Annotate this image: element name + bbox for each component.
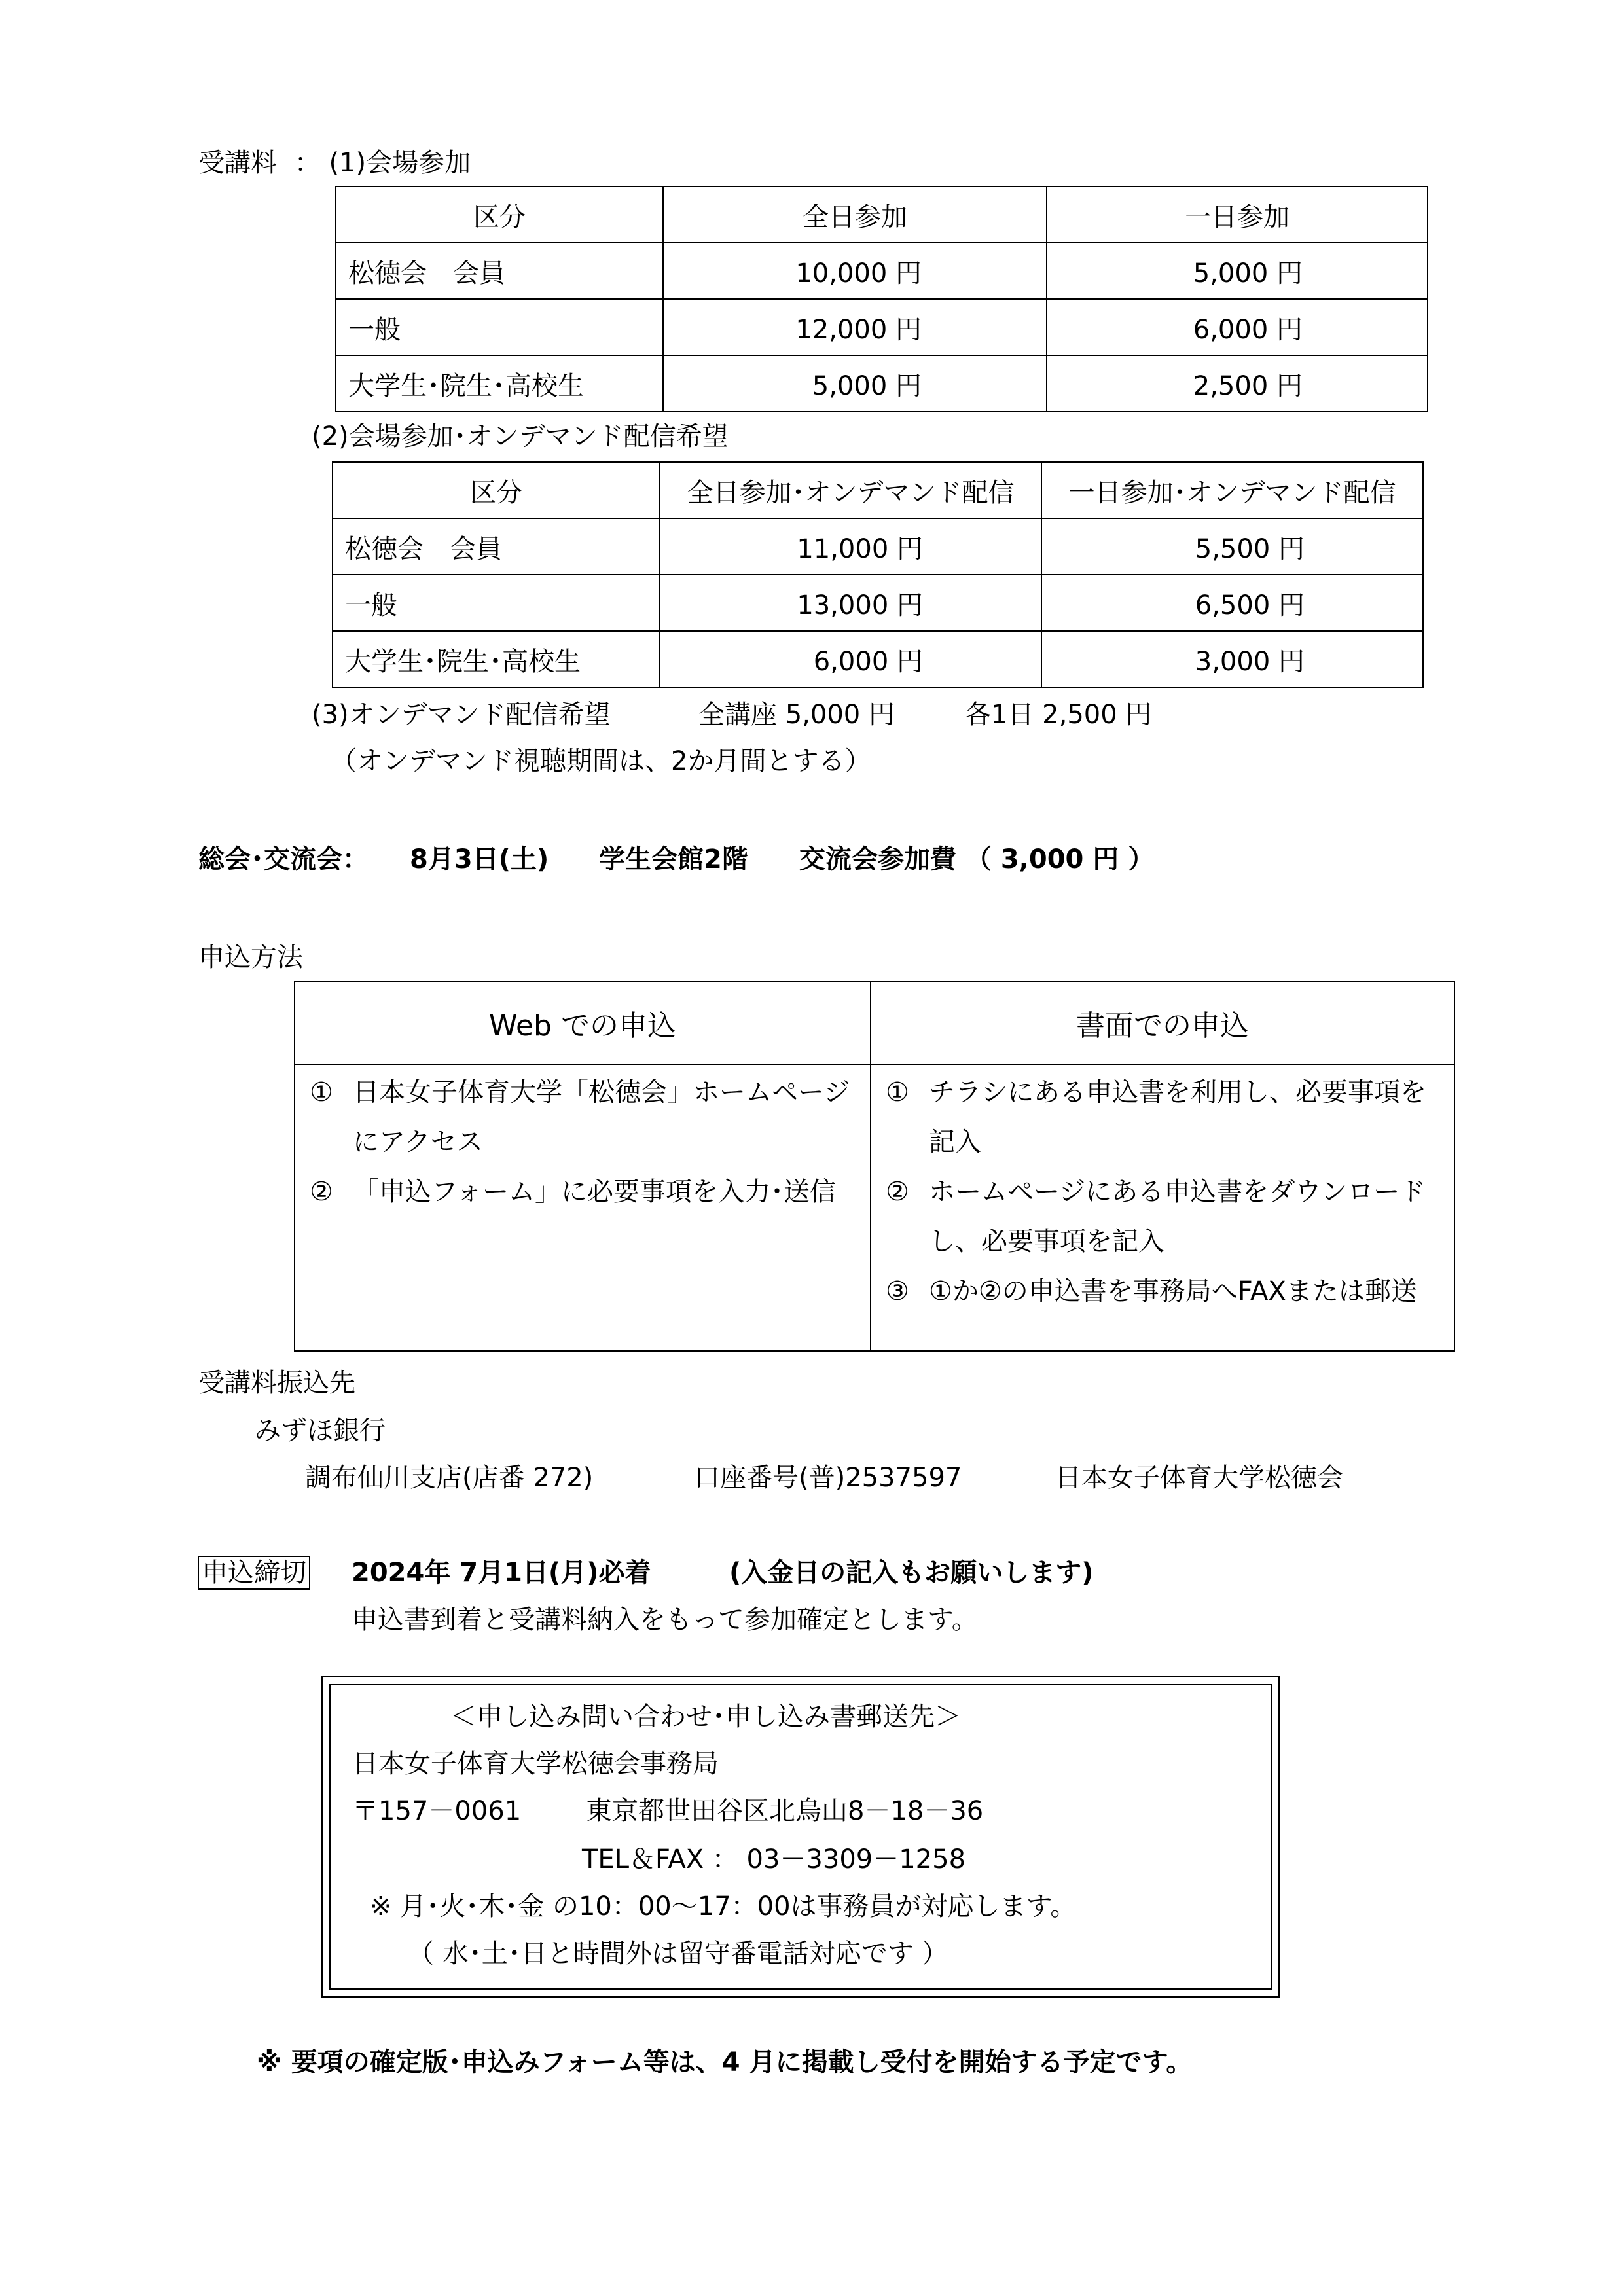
- deadline-date: 2024年 7月1日(月)必着: [352, 1558, 651, 1588]
- row-category: 松徳会 会員: [333, 518, 660, 575]
- contact-off-hours-note: （ 水･土･日と時間外は留守番電話対応です ）: [408, 1939, 948, 1969]
- row-one-day-fee: 6,500 円: [1041, 575, 1423, 631]
- deadline-label: 申込締切: [198, 1556, 310, 1590]
- table-row: [336, 243, 1428, 299]
- application-method-label: 申込方法: [198, 942, 303, 973]
- row-category: 松徳会 会員: [336, 243, 663, 299]
- header-full-day-ondemand: 全日参加･オンデマンド配信: [660, 462, 1041, 518]
- web-application-header: Web での申込: [295, 982, 871, 1064]
- fee-table-venue: [335, 186, 1428, 412]
- item-number: ③: [886, 1276, 909, 1306]
- ondemand-all-courses-fee: 全講座 5,000 円: [698, 700, 895, 730]
- list-item: [310, 1167, 859, 1217]
- deadline-note: (入金日の記入もお願いします): [729, 1558, 1094, 1588]
- ondemand-viewing-period-note: （オンデマンド視聴期間は、2か月間とする）: [331, 746, 871, 776]
- row-category: 一般: [336, 299, 663, 355]
- contact-postal-code: 〒157－0061: [352, 1796, 522, 1826]
- row-full-day-fee: 12,000 円: [663, 299, 1047, 355]
- header-one-day-ondemand: 一日参加･オンデマンド配信: [1041, 462, 1423, 518]
- contact-office-hours: ※ 月･火･木･金 の10：00～17：00は事務員が対応します。: [370, 1892, 1077, 1922]
- item-text: 「申込フォーム」に必要事項を入力･送信: [353, 1177, 836, 1207]
- general-meeting-place: 学生会館2階: [599, 844, 748, 874]
- list-item: [310, 1067, 859, 1167]
- row-one-day-fee: 6,000 円: [1047, 299, 1428, 355]
- general-meeting-date: 8月3日(土): [410, 844, 549, 874]
- item-number: ①: [310, 1077, 333, 1107]
- table-row: [333, 631, 1423, 687]
- participation-confirmation-note: 申込書到着と受講料納入をもって参加確定とします。: [352, 1605, 978, 1635]
- list-item: [886, 1167, 1442, 1266]
- row-one-day-fee: 5,000 円: [1047, 243, 1428, 299]
- header-one-day: 一日参加: [1047, 187, 1428, 243]
- item-text: 日本女子体育大学「松徳会」ホームページにアクセス: [353, 1077, 850, 1157]
- list-item: [886, 1067, 1442, 1167]
- fee-section2-title: (2)会場参加･オンデマンド配信希望: [312, 422, 729, 452]
- web-application-cell: [295, 1064, 871, 1351]
- header-category: 区分: [333, 462, 660, 518]
- row-category: 一般: [333, 575, 660, 631]
- footer-note: ※ 要項の確定版･申込みフォーム等は、4 月に掲載し受付を開始する予定です。: [257, 2047, 1193, 2077]
- paper-application-cell: [871, 1064, 1454, 1351]
- contact-box-inner: [329, 1684, 1272, 1990]
- bank-name: みずほ銀行: [255, 1416, 386, 1446]
- general-meeting-label: 総会･交流会：: [198, 844, 369, 874]
- fee-section1-title: (1)会場参加: [329, 148, 471, 178]
- fee-separator: ：: [294, 148, 321, 178]
- item-text: ①か②の申込書を事務局へFAXまたは郵送: [929, 1276, 1417, 1306]
- ondemand-each-day-fee: 各1日 2,500 円: [965, 700, 1152, 730]
- application-method-table: [294, 981, 1455, 1352]
- contact-organization: 日本女子体育大学松徳会事務局: [352, 1749, 719, 1779]
- row-one-day-fee: 3,000 円: [1041, 631, 1423, 687]
- row-category: 大学生･院生･高校生: [336, 355, 663, 412]
- method-body-row: [295, 1064, 1454, 1351]
- item-number: ①: [886, 1077, 909, 1107]
- row-full-day-fee: 11,000 円: [660, 518, 1041, 575]
- fee-table-venue-ondemand: [332, 461, 1424, 688]
- table-header-row: [333, 462, 1423, 518]
- contact-address: 東京都世田谷区北烏山8－18－36: [586, 1796, 984, 1826]
- list-item: [886, 1266, 1442, 1316]
- row-category: 大学生･院生･高校生: [333, 631, 660, 687]
- row-full-day-fee: 5,000 円: [663, 355, 1047, 412]
- paper-application-header: 書面での申込: [871, 982, 1454, 1064]
- fee-section3-title: (3)オンデマンド配信希望: [312, 700, 611, 730]
- fee-label: 受講料: [198, 148, 277, 178]
- header-full-day: 全日参加: [663, 187, 1047, 243]
- fee-heading: [198, 150, 471, 176]
- contact-title: ＜申し込み問い合わせ･申し込み書郵送先＞: [450, 1702, 961, 1732]
- table-row: [336, 299, 1428, 355]
- bank-account-holder: 日本女子体育大学松徳会: [1055, 1463, 1343, 1493]
- bank-branch: 調布仙川支店(店番 272): [305, 1463, 594, 1493]
- table-header-row: [336, 187, 1428, 243]
- row-one-day-fee: 5,500 円: [1041, 518, 1423, 575]
- bank-transfer-label: 受講料振込先: [198, 1368, 355, 1398]
- social-fee: 交流会参加費 （ 3,000 円 ）: [799, 844, 1155, 874]
- item-text: ホームページにある申込書をダウンロードし、必要事項を記入: [929, 1177, 1426, 1257]
- row-full-day-fee: 6,000 円: [660, 631, 1041, 687]
- table-row: [336, 355, 1428, 412]
- contact-tel-fax: TEL＆FAX ： 03－3309－1258: [582, 1844, 966, 1874]
- item-number: ②: [310, 1177, 333, 1207]
- header-category: 区分: [336, 187, 663, 243]
- table-row: [333, 518, 1423, 575]
- row-full-day-fee: 13,000 円: [660, 575, 1041, 631]
- row-full-day-fee: 10,000 円: [663, 243, 1047, 299]
- bank-account-number: 口座番号(普)2537597: [694, 1463, 962, 1493]
- contact-box: [321, 1676, 1280, 1998]
- row-one-day-fee: 2,500 円: [1047, 355, 1428, 412]
- item-number: ②: [886, 1177, 909, 1207]
- item-text: チラシにある申込書を利用し、必要事項を記入: [929, 1077, 1426, 1157]
- method-header-row: [295, 982, 1454, 1064]
- table-row: [333, 575, 1423, 631]
